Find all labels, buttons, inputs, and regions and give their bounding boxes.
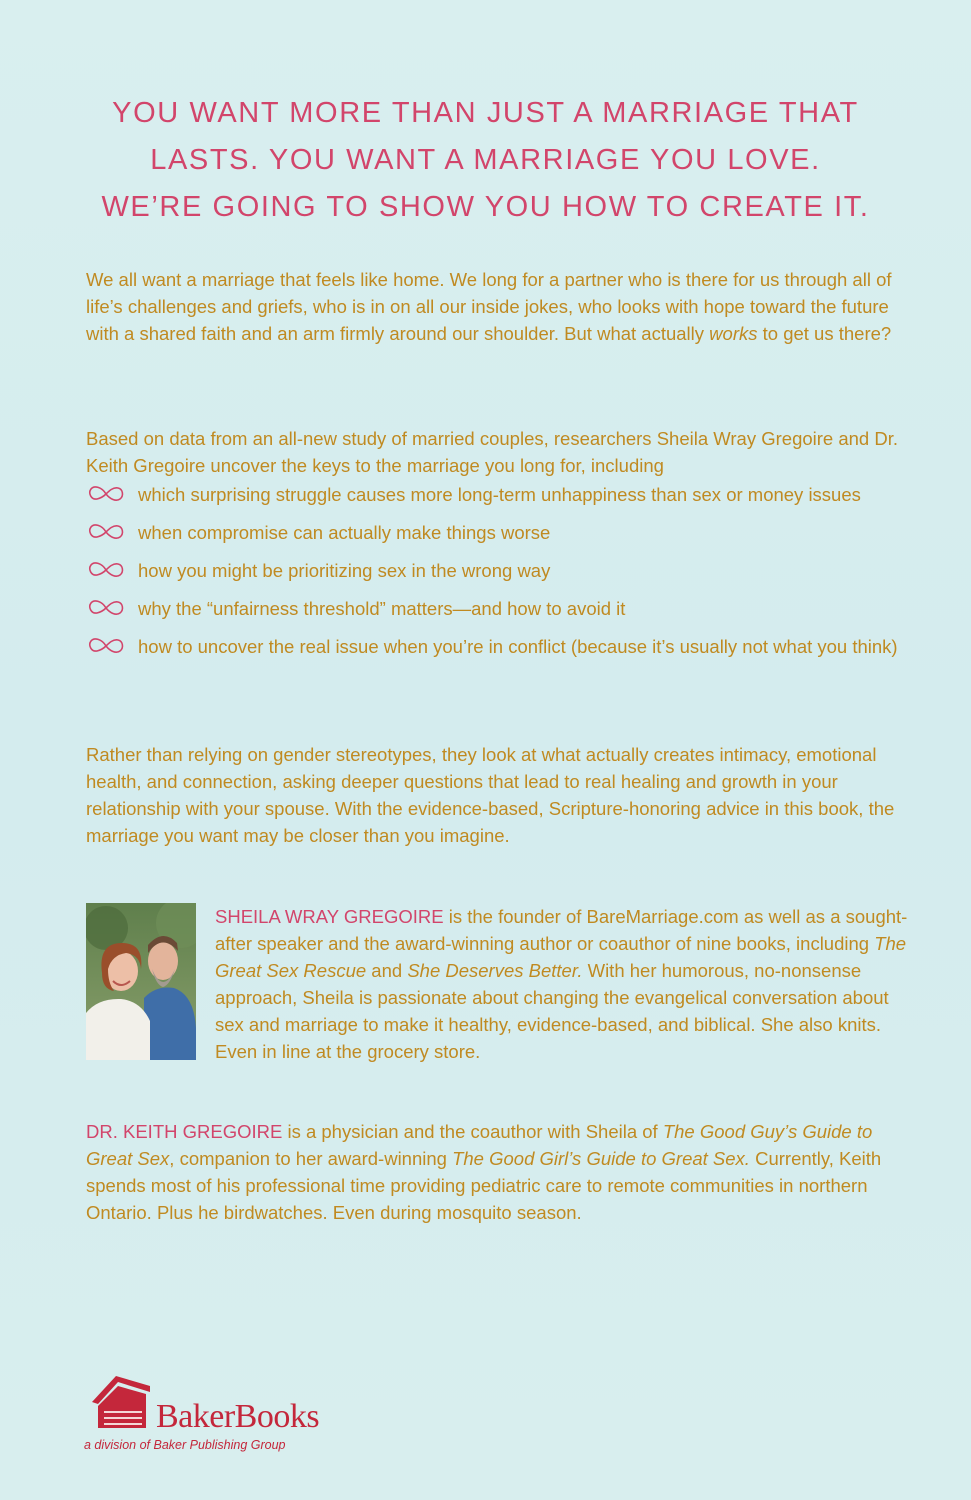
author-bio-keith (86, 1118, 886, 1226)
key-points-list (86, 481, 906, 671)
bullet-text: which surprising struggle causes more long-term unhappiness than sex or money issues (138, 484, 861, 505)
infinity-icon (86, 635, 126, 657)
list-item (86, 519, 906, 546)
intro-emphasis: works (709, 323, 758, 344)
study-paragraph: Based on data from an all-new study of married couples, researchers Sheila Wray Gregoire and Dr. Keith Gregoire uncover the keys to the marriage you long for, including (86, 428, 898, 476)
infinity-icon (86, 597, 126, 619)
bio-text: and (366, 960, 408, 981)
book-title: The Great Sex Rescue (215, 933, 907, 981)
book-title: She Deserves Better. (407, 960, 583, 981)
author-bio-sheila (215, 903, 915, 1065)
list-item (86, 633, 906, 660)
bullet-text: how to uncover the real issue when you’re in conflict (because it’s usually not what you think) (138, 636, 898, 657)
infinity-icon (86, 521, 126, 543)
infinity-icon (86, 483, 126, 505)
bio-text: Currently, Keith spends most of his professional time providing pediatric care to remote communities in northern Ontario. Plus he birdwatches. Even during mosquito season. (86, 1148, 882, 1223)
summary-paragraph: Rather than relying on gender stereotypes, they look at what actually creates intimacy, emotional health, and connection, asking deeper questions that lead to real healing and growth in your relationship with your spouse. With the evidence-based, Scripture-honoring advice in this book, the marriage you want may be closer than you imagine. (86, 744, 895, 846)
intro-text: We all want a marriage that feels like home. We long for a partner who is there for us through all of life’s challenges and griefs, who is in on all our inside jokes, who looks with hope toward the future with a shared faith and an arm firmly around our shoulder. But what actually (86, 269, 892, 344)
intro-paragraph (86, 266, 906, 347)
headline (60, 90, 911, 231)
publisher-logo (82, 1372, 402, 1462)
book-title: The Good Girl’s Guide to Great Sex. (452, 1148, 750, 1169)
author-name-sheila: SHEILA WRAY GREGOIRE (215, 906, 444, 927)
publisher-name: BakerBooks (156, 1398, 320, 1435)
bio-text: , companion to her award-winning (169, 1148, 453, 1169)
list-item (86, 481, 906, 508)
headline-line-1: YOU WANT MORE THAN JUST A MARRIAGE THAT (112, 97, 859, 129)
bullet-text: why the “unfairness threshold” matters—and how to avoid it (138, 598, 626, 619)
bullet-text: how you might be prioritizing sex in the wrong way (138, 560, 551, 581)
list-item (86, 595, 906, 622)
author-name-keith: DR. KEITH GREGOIRE (86, 1121, 283, 1142)
infinity-icon (86, 559, 126, 581)
bullet-text: when compromise can actually make things worse (138, 522, 551, 543)
book-title: The Good Guy’s Guide to Great Sex (86, 1121, 873, 1169)
bio-text: With her humorous, no-nonsense approach, Sheila is passionate about changing the evangelical conversation about sex and marriage to make it healthy, evidence-based, and biblical. She also knits. Even in line at the grocery store. (215, 960, 889, 1062)
house-logo-icon (88, 1372, 154, 1432)
author-photo (86, 903, 196, 1060)
bio-text: is a physician and the coauthor with Sheila of (282, 1121, 663, 1142)
publisher-tagline: a division of Baker Publishing Group (84, 1438, 286, 1452)
list-item (86, 557, 906, 584)
intro-text-end: to get us there? (757, 323, 892, 344)
headline-line-3: WE’RE GOING TO SHOW YOU HOW TO CREATE IT. (101, 191, 870, 223)
bio-text: is the founder of BareMarriage.com as well as a sought-after speaker and the award-winning author or coauthor of nine books, including (215, 906, 908, 954)
headline-line-2: LASTS. YOU WANT A MARRIAGE YOU LOVE. (150, 144, 821, 176)
